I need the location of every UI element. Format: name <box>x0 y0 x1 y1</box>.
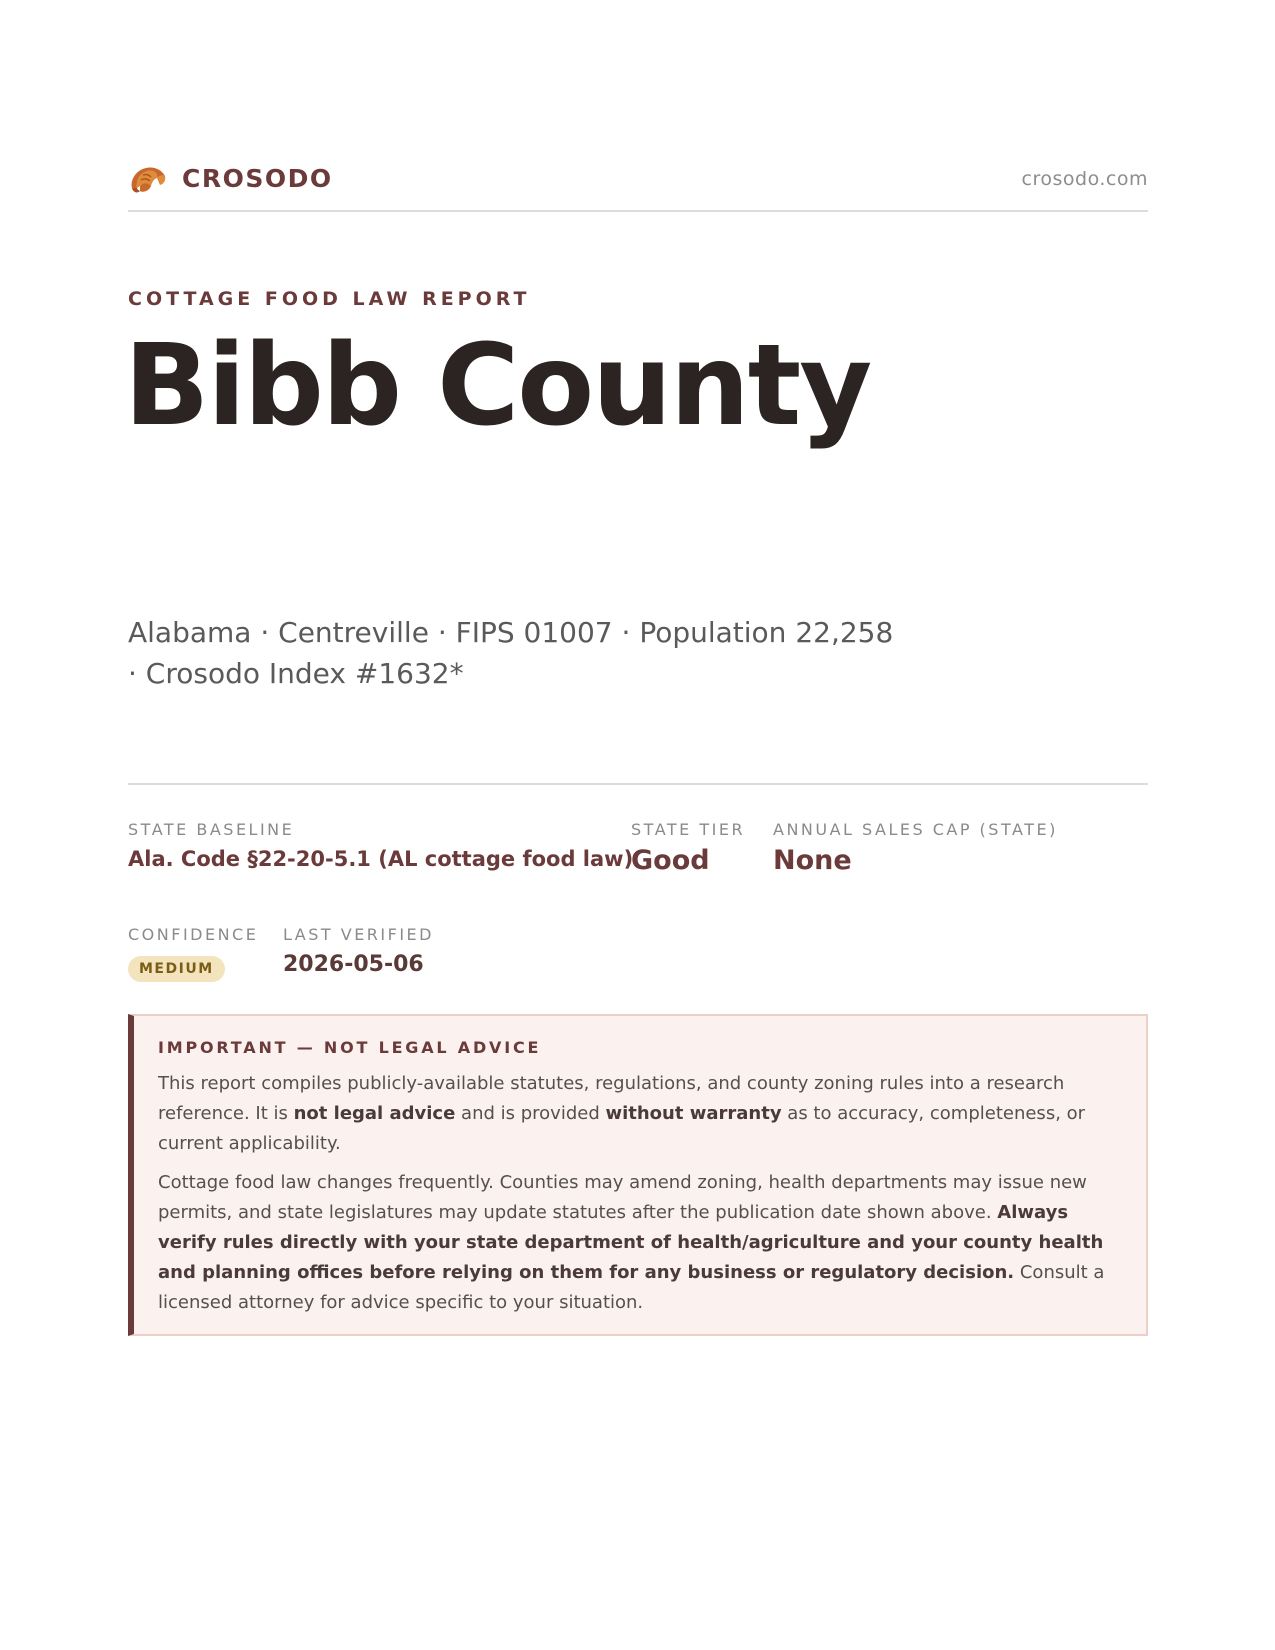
notice-emphasis: Always verify rules directly with your state department of health/agriculture and your county health and planning offices before relying on them for any business or regulatory decision. <box>158 1202 1104 1283</box>
state-baseline <box>128 820 633 871</box>
confidence-label: CONFIDENCE <box>128 925 259 944</box>
state-baseline-label: STATE BASELINE <box>128 820 295 839</box>
state-baseline-value: Ala. Code §22-20-5.1 (AL cottage food law) <box>128 847 634 871</box>
croissant-icon <box>128 158 168 198</box>
section-divider <box>128 783 1148 785</box>
state-tier <box>631 820 745 876</box>
sales-cap-value: None <box>773 845 852 876</box>
state-tier-label: STATE TIER <box>631 820 746 839</box>
notice-text: Cottage food law changes frequently. Counties may amend zoning, health departments may issue new permits, and state legislatures may update statutes after the publication date shown above. <box>158 1172 1087 1223</box>
notice-text: This report compiles publicly-available statutes, regulations, and county zoning rules into a research reference. It is <box>158 1073 1065 1124</box>
sales-cap-label: ANNUAL SALES CAP (STATE) <box>773 820 1058 839</box>
notice-text: and is provided <box>455 1103 606 1124</box>
last-verified-label: LAST VERIFIED <box>283 925 434 944</box>
county-summary: Alabama · Centreville · FIPS 01007 · Population 22,258 · Crosodo Index #1632* <box>128 616 894 690</box>
notice-emphasis: without warranty <box>605 1103 782 1124</box>
state-tier-value: Good <box>631 845 710 876</box>
page-header <box>128 158 1148 212</box>
sales-cap <box>773 820 1058 876</box>
notice-text: Consult a licensed attorney for advice specific to your situation. <box>158 1262 1105 1313</box>
last-verified-value: 2026-05-06 <box>283 952 424 977</box>
last-verified <box>283 925 434 977</box>
brand-name: CROSODO <box>182 163 333 193</box>
notice-paragraph-1 <box>158 1069 1122 1159</box>
page-title: Bibb County <box>124 321 871 451</box>
brand <box>128 158 333 198</box>
notice-paragraph-2 <box>158 1168 1122 1318</box>
notice-text: as to accuracy, completeness, or current applicability. <box>158 1103 1086 1154</box>
confidence-badge: MEDIUM <box>128 956 225 982</box>
confidence <box>128 925 258 982</box>
notice-heading: IMPORTANT — NOT LEGAL ADVICE <box>158 1038 542 1057</box>
notice-emphasis: not legal advice <box>293 1103 456 1124</box>
report-eyebrow: COTTAGE FOOD LAW REPORT <box>128 288 531 310</box>
legal-notice <box>128 1014 1148 1336</box>
site-url[interactable]: crosodo.com <box>1021 168 1148 190</box>
